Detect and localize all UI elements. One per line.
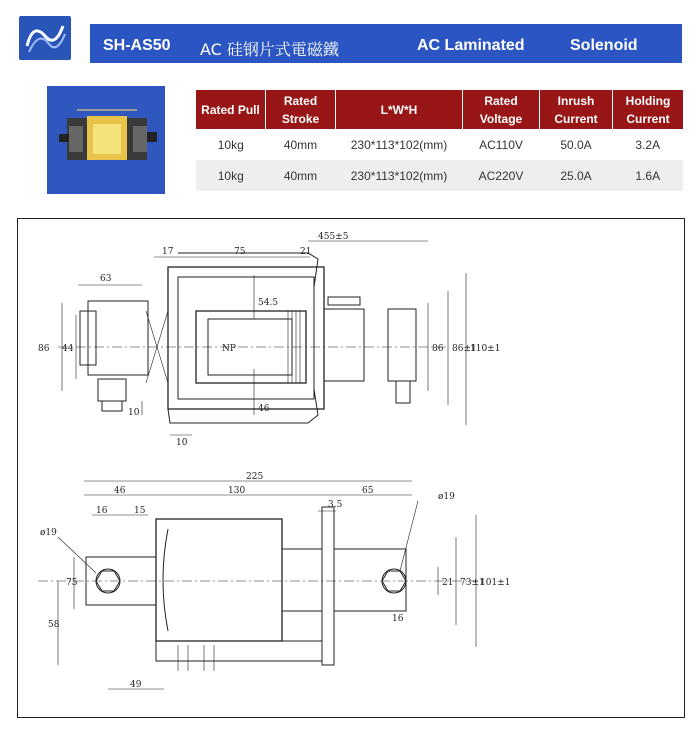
dim-58: 58	[48, 620, 60, 630]
spec-header-row	[196, 90, 683, 129]
dim-46-side: 46	[114, 486, 126, 496]
spec-table	[196, 90, 683, 191]
table-row	[196, 160, 683, 191]
title-english-product: Solenoid	[570, 37, 638, 54]
dim-46: 46	[258, 404, 270, 414]
dim-49: 49	[130, 680, 142, 690]
technical-drawing	[17, 218, 685, 718]
cell-dimensions: 230*113*102(mm)	[350, 137, 448, 152]
dim-16-bottom: 16	[392, 614, 404, 624]
title-banner	[90, 24, 682, 63]
dim-225: 225	[246, 472, 264, 482]
cell-rated-stroke: 40mm	[266, 160, 336, 191]
model-number: SH-AS50	[103, 37, 171, 54]
cell-rated-stroke: 40mm	[283, 137, 318, 152]
dim-21-side: 21	[442, 578, 454, 588]
dim-75-side: 75	[66, 578, 78, 588]
cell-inrush-current: 25.0A	[540, 160, 613, 191]
dim-15: 15	[134, 506, 146, 516]
dim-65: 65	[362, 486, 374, 496]
label-np: NP	[222, 344, 236, 354]
dim-16-top: 16	[96, 506, 108, 516]
cell-holding-current: 3.2A	[635, 137, 661, 152]
top-view	[38, 232, 500, 448]
dim-63: 63	[100, 274, 112, 284]
dim-455: 455±5	[318, 232, 349, 242]
dim-54-5: 54.5	[258, 298, 279, 308]
dim-86-right: 86	[432, 344, 444, 354]
dim-75: 75	[234, 247, 246, 257]
table-row	[196, 129, 683, 160]
cell-holding-current: 1.6A	[613, 160, 684, 191]
dim-130: 130	[228, 486, 246, 496]
dim-73: 73±1	[460, 578, 485, 588]
company-logo-icon	[19, 16, 71, 60]
dim-86-pm1: 86±1	[452, 344, 477, 354]
dim-10-b: 10	[176, 438, 188, 448]
cell-dimensions: 230*113*102(mm)	[336, 160, 463, 191]
dim-phi19-left: ø19	[40, 528, 57, 538]
header-rated-pull: Rated Pull	[196, 90, 266, 129]
dim-44: 44	[62, 344, 74, 354]
title-chinese: AC 硅钢片式電磁鐵	[200, 40, 339, 59]
cell-rated-pull: 10kg	[196, 160, 266, 191]
cell-rated-voltage: AC110V	[479, 137, 523, 152]
dim-101: 101±1	[480, 578, 511, 588]
dim-17: 17	[162, 247, 174, 257]
header-inrush-current: Inrush Current	[540, 90, 613, 129]
cell-rated-voltage: AC220V	[463, 160, 540, 191]
cell-rated-pull: 10kg	[217, 137, 244, 152]
header-dimensions: L*W*H	[336, 90, 463, 129]
header-rated-stroke: Rated Stroke	[266, 90, 336, 129]
side-view	[38, 472, 510, 690]
dim-86-left: 86	[38, 344, 50, 354]
header-rated-voltage: Rated Voltage	[463, 90, 540, 129]
dim-phi19-right: ø19	[438, 492, 455, 502]
dim-21-top: 21	[300, 247, 312, 257]
cell-inrush-current: 50.0A	[560, 137, 592, 152]
header-holding-current: Holding Current	[613, 90, 684, 129]
dim-110: 110±1	[470, 344, 501, 354]
product-photo	[47, 86, 165, 194]
title-english-type: AC Laminated	[417, 37, 525, 54]
dim-3-5: 3.5	[328, 500, 343, 510]
dim-10-a: 10	[128, 408, 140, 418]
